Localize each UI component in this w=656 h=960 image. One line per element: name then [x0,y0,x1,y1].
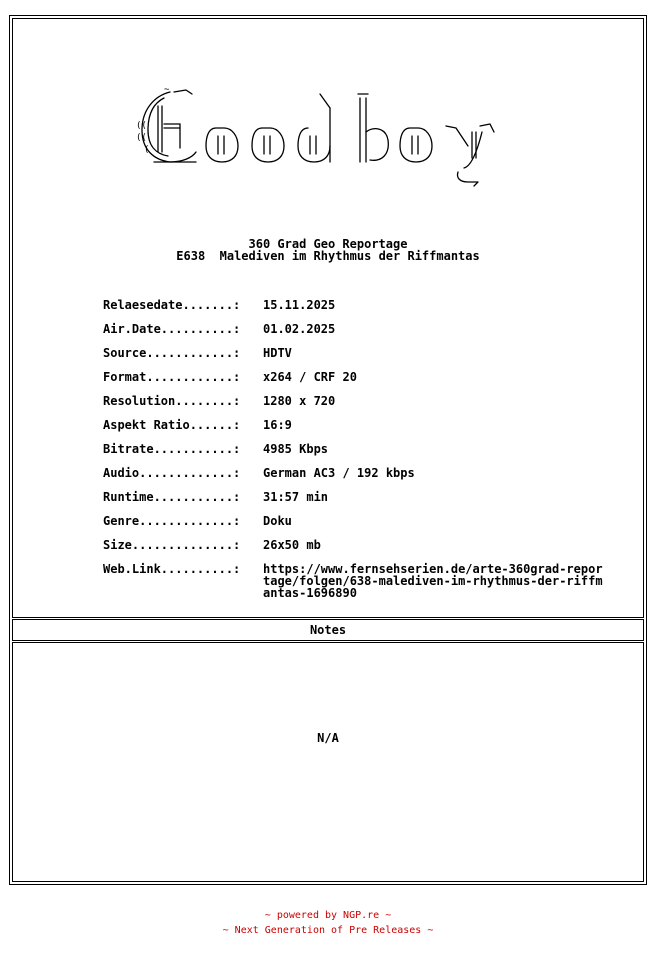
info-value: German AC3 / 192 kbps [263,466,415,480]
info-key: Audio.............: [103,466,241,480]
info-value: 31:57 min [263,490,329,504]
episode-title: E638 Malediven im Rhythmus der Riffmantas [176,249,480,263]
info-value: 26x50 mb [263,538,321,552]
footer [0,908,656,938]
notes-heading: Notes [12,619,644,641]
info-value: 4985 Kbps [263,442,329,456]
notes-content: N/A [317,731,339,745]
svg-text:~: ~ [164,88,170,95]
info-row-bitrate [103,443,623,467]
show-title: 360 Grad Geo Reportage [248,237,408,251]
info-key: Genre.............: [103,514,241,528]
svg-text:(: ( [144,145,150,155]
info-key: Size..............: [103,538,241,552]
info-row-format [103,371,623,395]
notes-box [12,642,644,882]
info-key: Aspekt Ratio......: [103,418,241,432]
info-value: Doku [263,514,292,528]
info-row-size [103,539,623,563]
info-row-resolution [103,395,623,419]
release-title-block [0,238,656,262]
footer-tagline: ~ Next Generation of Pre Releases ~ [222,925,434,936]
info-row-audio [103,467,623,491]
info-key: Format............: [103,370,241,384]
info-key: Bitrate...........: [103,442,241,456]
info-key: Relaesedate.......: [103,298,241,312]
info-row-releasedate [103,299,623,323]
info-key: Air.Date..........: [103,322,241,336]
info-row-airdate [103,323,623,347]
svg-text:((: (( [136,133,147,143]
info-value: 15.11.2025 [263,298,336,312]
release-info-table [103,299,623,603]
info-row-genre [103,515,623,539]
info-row-runtime [103,491,623,515]
footer-powered-by[interactable]: ~ powered by NGP.re ~ [264,910,392,921]
info-key: Source............: [103,346,241,360]
info-value: HDTV [263,346,292,360]
info-row-source [103,347,623,371]
info-key: Web.Link..........: [103,562,241,576]
info-value: 16:9 [263,418,292,432]
goodboy-ascii-logo [134,88,514,198]
info-value: 01.02.2025 [263,322,336,336]
info-key: Runtime...........: [103,490,241,504]
svg-text:((: (( [136,121,147,131]
info-row-aspect-ratio [103,419,623,443]
web-link[interactable]: https://www.fernsehserien.de/arte-360grad-reportage/folgen/638-malediven-im-rhythmus-der-riffmantas-1696890 [263,562,603,600]
info-row-weblink [103,563,623,603]
info-key: Resolution........: [103,394,241,408]
info-value: 1280 x 720 [263,394,336,408]
info-value: x264 / CRF 20 [263,370,357,384]
